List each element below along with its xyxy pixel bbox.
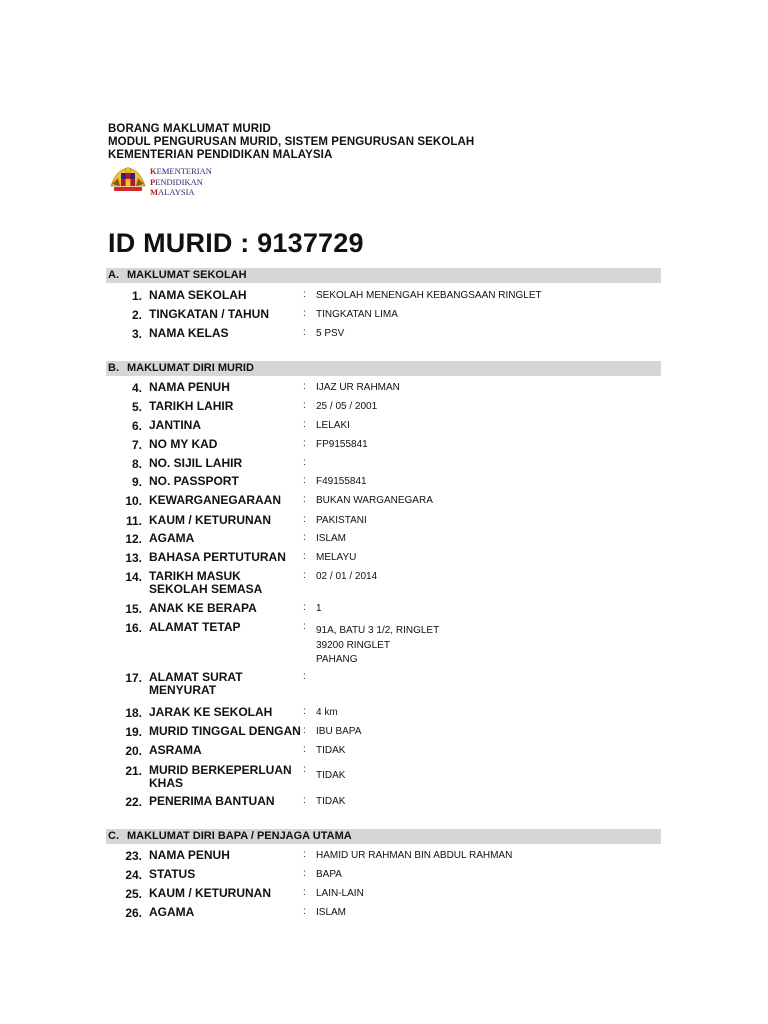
field-value: 4 km — [316, 707, 338, 718]
field-value: 25 / 05 / 2001 — [316, 401, 378, 412]
section-title: MAKLUMAT DIRI BAPA / PENJAGA UTAMA — [127, 830, 352, 842]
field-colon: : — [303, 400, 306, 411]
logo-text — [150, 166, 212, 198]
form-subtitle-module: MODUL PENGURUSAN MURID, SISTEM PENGURUSAN SEKOLAH — [108, 136, 475, 148]
field-number: 8. — [131, 457, 142, 471]
coat-of-arms-icon — [108, 164, 148, 194]
form-header — [108, 123, 474, 162]
section-title: MAKLUMAT DIRI MURID — [127, 362, 254, 374]
field-colon: : — [303, 887, 306, 898]
field-colon: : — [303, 868, 306, 879]
field-value: 1 — [316, 603, 322, 614]
address-line: PAHANG — [316, 654, 358, 665]
address-line: 39200 RINGLET — [316, 639, 390, 651]
field-colon: : — [303, 494, 306, 505]
field-value: IJAZ UR RAHMAN — [316, 382, 400, 393]
field-label: NO. PASSPORT — [149, 474, 239, 488]
field-number: 9. — [131, 475, 142, 489]
field-value: SEKOLAH MENENGAH KEBANGSAAN RINGLET — [316, 290, 542, 301]
field-colon: : — [303, 308, 306, 319]
field-number: 17. — [125, 671, 142, 685]
field-label-line: SEKOLAH SEMASA — [149, 582, 263, 596]
field-colon: : — [303, 381, 306, 392]
field-colon: : — [303, 744, 306, 755]
logo-text-line-2: PENDIDIKAN — [150, 176, 203, 187]
field-colon: : — [303, 551, 306, 562]
field-label: NAMA PENUH — [149, 380, 230, 394]
field-value: IBU BAPA — [316, 726, 362, 737]
field-colon: : — [303, 438, 306, 449]
field-label: NAMA PENUH — [149, 848, 230, 862]
field-number: 25. — [125, 887, 142, 901]
field-number: 12. — [125, 532, 142, 546]
field-value: HAMID UR RAHMAN BIN ABDUL RAHMAN — [316, 850, 513, 861]
section-b-header — [106, 361, 661, 376]
field-colon: : — [303, 849, 306, 860]
field-label-line: KHAS — [149, 776, 184, 790]
field-number: 3. — [131, 327, 142, 341]
field-label — [149, 671, 301, 697]
field-label-line: MENYURAT — [149, 683, 217, 697]
section-letter: B. — [108, 362, 119, 374]
field-value: LELAKI — [316, 420, 350, 431]
field-number: 20. — [125, 744, 142, 758]
field-value: 5 PSV — [316, 328, 345, 339]
field-label-line: ALAMAT SURAT — [149, 670, 243, 684]
field-label: ASRAMA — [149, 743, 202, 757]
field-number: 23. — [125, 849, 142, 863]
section-title: MAKLUMAT SEKOLAH — [127, 269, 247, 281]
field-value: MELAYU — [316, 552, 357, 563]
form-title: BORANG MAKLUMAT MURID — [108, 123, 271, 135]
field-number: 19. — [125, 725, 142, 739]
field-number: 16. — [125, 621, 142, 635]
field-label: ANAK KE BERAPA — [149, 601, 257, 615]
section-c-header — [106, 829, 661, 844]
field-value: TIDAK — [316, 745, 346, 756]
field-label: AGAMA — [149, 905, 195, 919]
field-number: 26. — [125, 906, 142, 920]
ministry-logo — [108, 164, 223, 198]
field-number: 6. — [131, 419, 142, 433]
field-number: 4. — [131, 381, 142, 395]
field-number: 14. — [125, 570, 142, 584]
field-value: PAKISTANI — [316, 515, 367, 526]
field-value: BUKAN WARGANEGARA — [316, 495, 433, 506]
field-label: MURID TINGGAL DENGAN — [149, 724, 301, 738]
field-value: FP9155841 — [316, 439, 368, 450]
field-colon: : — [303, 570, 306, 581]
field-label — [149, 570, 301, 596]
field-label-line: MURID BERKEPERLUAN — [149, 763, 292, 777]
field-label — [149, 764, 301, 790]
field-value: TINGKATAN LIMA — [316, 309, 398, 320]
field-label: JANTINA — [149, 418, 202, 432]
field-number: 24. — [125, 868, 142, 882]
student-id-title: ID MURID : 9137729 — [108, 228, 364, 258]
field-value: TIDAK — [316, 796, 346, 807]
field-number: 18. — [125, 706, 142, 720]
field-colon: : — [303, 906, 306, 917]
field-number: 2. — [131, 308, 142, 322]
field-colon: : — [303, 457, 306, 468]
field-value: ISLAM — [316, 533, 347, 544]
field-colon: : — [303, 706, 306, 717]
field-number: 10. — [125, 494, 142, 508]
field-value: F49155841 — [316, 476, 367, 487]
field-value: TIDAK — [316, 770, 346, 781]
field-colon: : — [303, 671, 306, 682]
field-label: KAUM / KETURUNAN — [149, 886, 271, 900]
field-number: 21. — [125, 764, 142, 778]
field-number: 13. — [125, 551, 142, 565]
field-label: AGAMA — [149, 531, 195, 545]
field-label: JARAK KE SEKOLAH — [149, 705, 273, 719]
section-a-header — [106, 268, 661, 283]
field-colon: : — [303, 795, 306, 806]
field-colon: : — [303, 514, 306, 525]
address-line: 91A, BATU 3 1/2, RINGLET — [316, 625, 440, 636]
field-value — [316, 624, 439, 668]
form-subtitle-ministry: KEMENTERIAN PENDIDIKAN MALAYSIA — [108, 149, 333, 161]
field-number: 22. — [125, 795, 142, 809]
field-label: NO MY KAD — [149, 437, 218, 451]
field-number: 1. — [131, 289, 142, 303]
field-colon: : — [303, 289, 306, 300]
field-label: NAMA KELAS — [149, 326, 229, 340]
field-colon: : — [303, 621, 306, 632]
field-colon: : — [303, 475, 306, 486]
field-label: STATUS — [149, 867, 196, 881]
field-label: NO. SIJIL LAHIR — [149, 456, 243, 470]
field-value: BAPA — [316, 869, 342, 880]
field-number: 15. — [125, 602, 142, 616]
logo-text-line-3: MALAYSIA — [150, 187, 195, 197]
field-label: KAUM / KETURUNAN — [149, 513, 271, 527]
field-label: BAHASA PERTUTURAN — [149, 550, 286, 564]
field-value: LAIN-LAIN — [316, 888, 364, 899]
field-number: 7. — [131, 438, 142, 452]
field-colon: : — [303, 764, 306, 775]
field-number: 11. — [125, 514, 142, 528]
field-number: 5. — [131, 400, 142, 414]
field-label: PENERIMA BANTUAN — [149, 794, 275, 808]
field-label: KEWARGANEGARAAN — [149, 493, 281, 507]
field-value: 02 / 01 / 2014 — [316, 571, 378, 582]
section-letter: C. — [108, 830, 119, 842]
field-label: TARIKH LAHIR — [149, 399, 234, 413]
field-colon: : — [303, 532, 306, 543]
field-colon: : — [303, 327, 306, 338]
field-colon: : — [303, 725, 306, 736]
field-label-line: TARIKH MASUK — [149, 569, 241, 583]
field-label: ALAMAT TETAP — [149, 620, 241, 634]
field-value: ISLAM — [316, 907, 347, 918]
field-label: NAMA SEKOLAH — [149, 288, 247, 302]
section-letter: A. — [108, 269, 119, 281]
field-label: TINGKATAN / TAHUN — [149, 307, 269, 321]
logo-text-line-1: KEMENTERIAN — [150, 166, 212, 176]
field-colon: : — [303, 602, 306, 613]
field-colon: : — [303, 419, 306, 430]
